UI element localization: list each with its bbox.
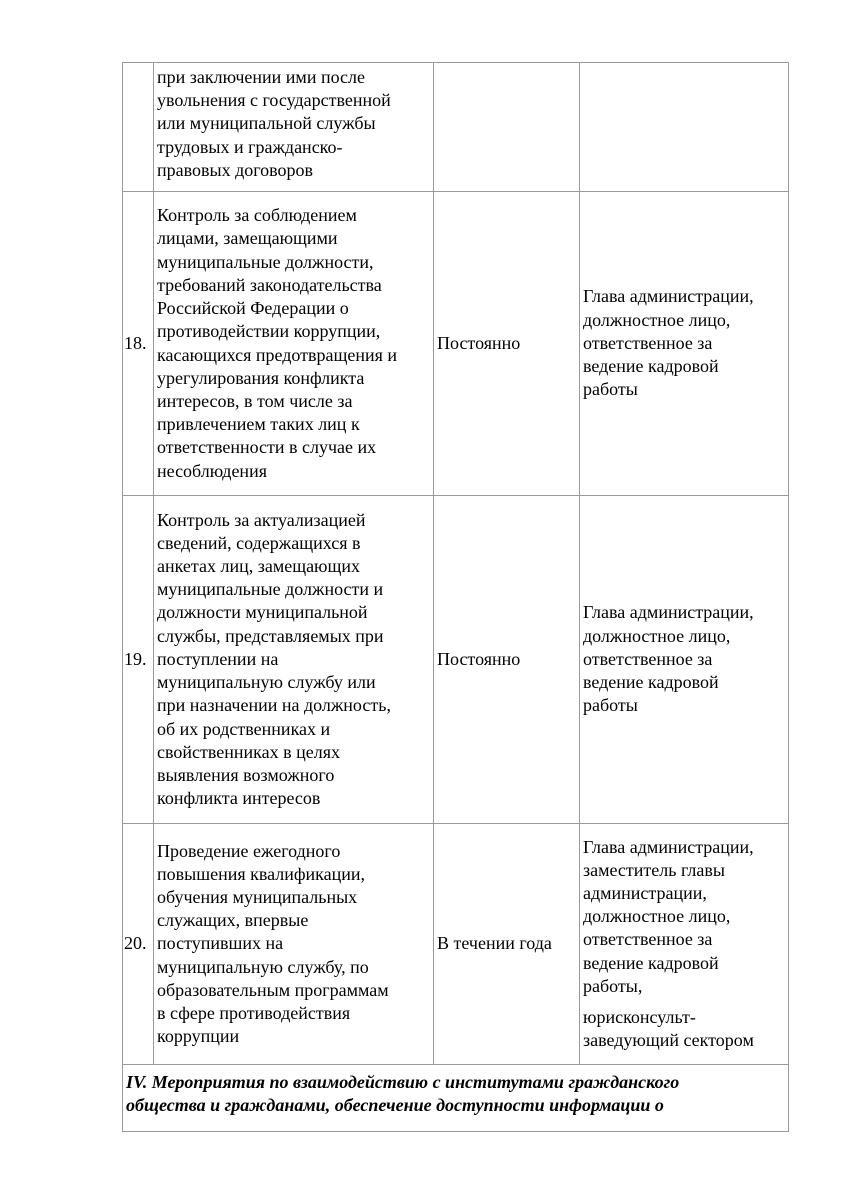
responsible-cell [580,496,789,824]
measure-text: Проведение ежегодного повышения квалификации, обучения муниципальных служащих, впервые поступивших на муниципальную службу, по образовательным программам в сфере противодействия коррупции [157,840,389,1047]
section-heading-row [123,1065,789,1132]
row-number-cell [123,496,154,824]
table-row-continuation [123,63,789,192]
responsible-text: Глава администрации, должностное лицо, ответственное за ведение кадровой работы [583,286,754,400]
row-number-cell [123,824,154,1065]
term-cell [434,63,580,192]
table-row [123,192,789,496]
measure-cell [154,824,434,1065]
term-text: Постоянно [437,648,521,669]
responsible-text: Глава администрации, заместитель главы администрации, должностное лицо, ответственное за ведение кадровой работы, [583,836,754,996]
measure-cell [154,192,434,496]
term-cell [434,824,580,1065]
measure-text: Контроль за актуализацией сведений, содержащихся в анкетах лиц, замещающих муниципальные должности и должности муниципальной службы, представляемых при поступлении на муниципальную службу или при назначении на должность, об их родственниках и свойственниках в целях выявления возможного конфликта интересов [157,509,391,809]
measure-text: при заключении ими после увольнения с государственной или муниципальной службы трудовых и гражданско- правовых договоров [157,67,391,180]
responsible-text: Глава администрации, должностное лицо, ответственное за ведение кадровой работы [583,602,754,716]
anti-corruption-plan-table [122,62,789,1132]
table-row [123,824,789,1065]
term-cell [434,192,580,496]
document-page [122,62,788,1132]
section-heading: IV. Мероприятия по взаимодействию с институтами гражданского общества и гражданами, обеспечение доступности информации о [123,1065,789,1132]
term-text: Постоянно [437,332,521,353]
row-number-cell [123,192,154,496]
term-cell [434,496,580,824]
measure-cell [154,496,434,824]
responsible-cell [580,192,789,496]
responsible-cell [580,824,789,1065]
responsible-cell [580,63,789,192]
measure-cell [154,63,434,192]
table-row [123,496,789,824]
term-text: В течении года [437,933,552,954]
row-number-cell [123,63,154,192]
row-number: 19. [124,648,147,669]
row-number: 18. [124,332,147,353]
measure-text: Контроль за соблюдением лицами, замещающими муниципальные должности, требований законодательства Российской Федерации о противодействии коррупции, касающихся предотвращения и урегулирования конфликта интересов, в том числе за привлечением таких лиц к ответственности в случае их несоблюдения [157,205,398,481]
row-number: 20. [124,933,147,954]
responsible-extra-text: юрисконсульт- заведующий сектором [583,1007,754,1051]
